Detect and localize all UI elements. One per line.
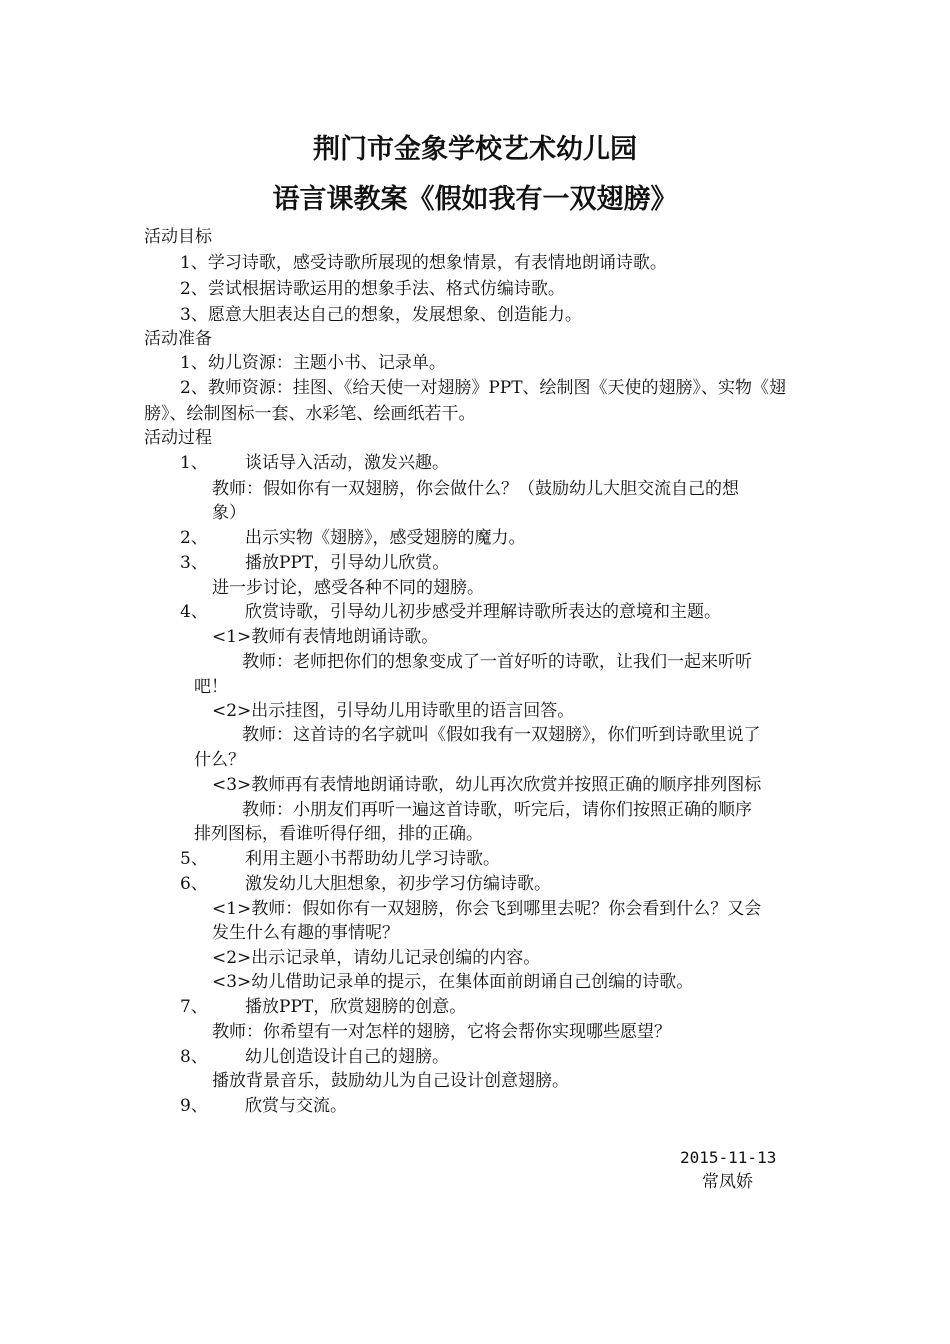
- process-line: 什么？: [194, 750, 245, 770]
- process-line: <3>教师再有表情地朗诵诗歌，幼儿再次欣赏并按照正确的顺序排列图标: [212, 775, 762, 795]
- step-text: 激发幼儿大胆想象，初步学习仿编诗歌。: [245, 874, 551, 894]
- process-line: <2>出示挂图，引导幼儿用诗歌里的语言回答。: [212, 701, 575, 721]
- step-text: 欣赏与交流。: [245, 1096, 347, 1116]
- process-line: 排列图标，看谁听得仔细，排的正确。: [194, 824, 483, 844]
- goal-item: 3、愿意大胆表达自己的想象，发展想象、创造能力。: [180, 305, 582, 325]
- process-line: <2>出示记录单，请幼儿记录创编的内容。: [212, 948, 541, 968]
- process-line: 吧！: [194, 677, 228, 697]
- step-number: 9、: [180, 1096, 208, 1116]
- step-number: 4、: [180, 602, 208, 622]
- step-number: 7、: [180, 997, 208, 1017]
- step-number: 2、: [180, 528, 208, 548]
- prep-item: 1、幼儿资源：主题小书、记录单。: [180, 353, 446, 373]
- step-text: 幼儿创造设计自己的翅膀。: [245, 1047, 449, 1067]
- process-line: 发生什么有趣的事情呢？: [212, 923, 399, 943]
- process-line: 播放背景音乐，鼓励幼儿为自己设计创意翅膀。: [212, 1071, 569, 1091]
- step-number: 3、: [180, 553, 208, 573]
- document-author: 常凤娇: [702, 1172, 753, 1192]
- process-line: <1>教师：假如你有一双翅膀，你会飞到哪里去呢？你会看到什么？又会: [212, 899, 762, 919]
- process-line: 教师：小朋友们再听一遍这首诗歌，听完后，请你们按照正确的顺序: [242, 800, 752, 820]
- page-subtitle: 语言课教案《假如我有一双翅膀》: [272, 184, 678, 215]
- section-heading-goals: 活动目标: [144, 227, 212, 247]
- page-title: 荆门市金象学校艺术幼儿园: [313, 134, 637, 165]
- step-text: 欣赏诗歌，引导幼儿初步感受并理解诗歌所表达的意境和主题。: [245, 602, 721, 622]
- prep-item: 2、教师资源：挂图、《给天使一对翅膀》PPT、绘制图《天使的翅膀》、实物《翅: [180, 378, 787, 398]
- step-text: 出示实物《翅膀》，感受翅膀的魔力。: [245, 528, 526, 548]
- process-line: 教师：老师把你们的想象变成了一首好听的诗歌，让我们一起来听听: [242, 652, 752, 672]
- process-line: 象）: [212, 503, 246, 523]
- goal-item: 2、尝试根据诗歌运用的想象手法、格式仿编诗歌。: [180, 279, 565, 299]
- prep-item-continued: 膀》、绘制图标一套、水彩笔、绘画纸若干。: [144, 404, 476, 424]
- step-text: 播放PPT，引导幼儿欣赏。: [245, 553, 450, 573]
- section-heading-process: 活动过程: [144, 428, 212, 448]
- step-number: 5、: [180, 849, 208, 869]
- process-line: 教师：你希望有一对怎样的翅膀，它将会帮你实现哪些愿望？: [212, 1022, 671, 1042]
- step-number: 6、: [180, 874, 208, 894]
- step-text: 谈话导入活动，激发兴趣。: [245, 453, 449, 473]
- step-text: 利用主题小书帮助幼儿学习诗歌。: [245, 849, 500, 869]
- document-date: 2015-11-13: [680, 1148, 777, 1167]
- process-line: <1>教师有表情地朗诵诗歌。: [212, 627, 439, 647]
- process-line: 教师：这首诗的名字就叫《假如我有一双翅膀》，你们听到诗歌里说了: [242, 725, 761, 745]
- step-number: 8、: [180, 1047, 208, 1067]
- section-heading-prep: 活动准备: [144, 329, 212, 349]
- process-line: 进一步讨论，感受各种不同的翅膀。: [212, 578, 484, 598]
- step-number: 1、: [180, 453, 208, 473]
- process-line: <3>幼儿借助记录单的提示，在集体面前朗诵自己创编的诗歌。: [212, 972, 694, 992]
- goal-item: 1、学习诗歌，感受诗歌所展现的想象情景，有表情地朗诵诗歌。: [180, 253, 667, 273]
- step-text: 播放PPT，欣赏翅膀的创意。: [245, 997, 467, 1017]
- process-line: 教师：假如你有一双翅膀，你会做什么？（鼓励幼儿大胆交流自己的想: [212, 479, 739, 499]
